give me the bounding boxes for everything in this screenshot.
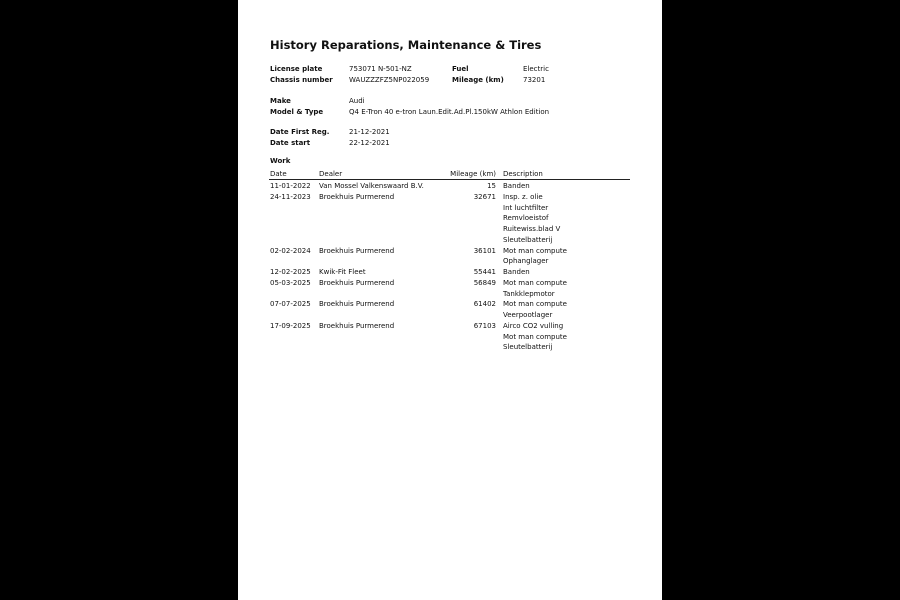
column-header-date: Date bbox=[270, 170, 287, 178]
work-section-title: Work bbox=[270, 157, 291, 165]
row-description: Mot man compute bbox=[503, 246, 567, 255]
row-dealer: Broekhuis Purmerend bbox=[319, 278, 395, 287]
row-dealer: Broekhuis Purmerend bbox=[319, 246, 395, 255]
column-header-mileage: Mileage (km) bbox=[450, 170, 496, 178]
date-start-value: 22-12-2021 bbox=[349, 139, 390, 147]
row-description: Remvloeistof bbox=[503, 214, 549, 223]
fuel-label: Fuel bbox=[452, 65, 469, 73]
row-description: Mot man compute bbox=[503, 300, 567, 309]
row-dealer: Broekhuis Purmerend bbox=[319, 192, 395, 201]
row-mileage: 61402 bbox=[473, 300, 496, 309]
row-mileage: 32671 bbox=[473, 192, 496, 201]
fuel-value: Electric bbox=[523, 65, 549, 73]
row-dealer: Broekhuis Purmerend bbox=[319, 321, 395, 330]
mileage-value: 73201 bbox=[523, 76, 546, 84]
row-dealer: Kwik-Fit Fleet bbox=[319, 268, 366, 276]
row-date: 05-03-2025 bbox=[270, 278, 311, 287]
row-dealer: Broekhuis Purmerend bbox=[319, 300, 395, 309]
row-description: Sleutelbatterij bbox=[503, 343, 553, 352]
make-value: Audi bbox=[349, 97, 365, 105]
date-first-reg-label: Date First Reg. bbox=[270, 128, 330, 136]
table-header-rule bbox=[269, 179, 630, 180]
date-first-reg-value: 21-12-2021 bbox=[349, 128, 390, 136]
row-description: Ruitewiss.blad V bbox=[503, 225, 561, 233]
row-description: Insp. z. olie bbox=[503, 192, 543, 201]
mileage-label: Mileage (km) bbox=[452, 76, 504, 84]
row-description: Mot man compute bbox=[503, 278, 567, 287]
row-mileage: 55441 bbox=[473, 268, 496, 276]
model-type-value: Q4 E-Tron 40 e-tron Laun.Edit.Ad.Pl.150kW Athlon Edition bbox=[349, 108, 550, 116]
row-description: Mot man compute bbox=[503, 332, 567, 341]
row-date: 02-02-2024 bbox=[270, 246, 311, 255]
chassis-number-label: Chassis number bbox=[270, 76, 333, 84]
row-mileage: 15 bbox=[487, 182, 496, 190]
row-mileage: 67103 bbox=[473, 321, 496, 330]
column-header-description: Description bbox=[503, 170, 543, 178]
row-description: Airco CO2 vulling bbox=[503, 321, 564, 330]
page-title: History Reparations, Maintenance & Tires bbox=[270, 38, 542, 52]
make-label: Make bbox=[270, 97, 291, 105]
row-date: 12-02-2025 bbox=[270, 268, 311, 276]
row-date: 17-09-2025 bbox=[270, 321, 311, 330]
row-mileage: 36101 bbox=[473, 246, 496, 255]
row-description: Int luchtfilter bbox=[503, 203, 549, 212]
chassis-number-value: WAUZZZFZ5NP022059 bbox=[349, 76, 430, 84]
row-description: Ophanglager bbox=[503, 257, 549, 266]
row-description: Banden bbox=[503, 268, 530, 276]
row-date: 24-11-2023 bbox=[270, 192, 311, 201]
row-date: 07-07-2025 bbox=[270, 300, 311, 309]
row-description: Banden bbox=[503, 182, 530, 190]
row-description: Tankklepmotor bbox=[503, 289, 555, 298]
license-plate-label: License plate bbox=[270, 65, 323, 73]
row-date: 11-01-2022 bbox=[270, 182, 311, 190]
row-description: Sleutelbatterij bbox=[503, 235, 553, 244]
row-description: Veerpootlager bbox=[503, 311, 553, 319]
column-header-dealer: Dealer bbox=[319, 170, 343, 178]
document-page bbox=[238, 0, 662, 600]
row-dealer: Van Mossel Valkenswaard B.V. bbox=[319, 182, 424, 190]
row-mileage: 56849 bbox=[473, 278, 496, 287]
model-type-label: Model & Type bbox=[270, 108, 324, 116]
license-plate-value: 753071 N-501-NZ bbox=[349, 65, 412, 73]
date-start-label: Date start bbox=[270, 139, 311, 147]
